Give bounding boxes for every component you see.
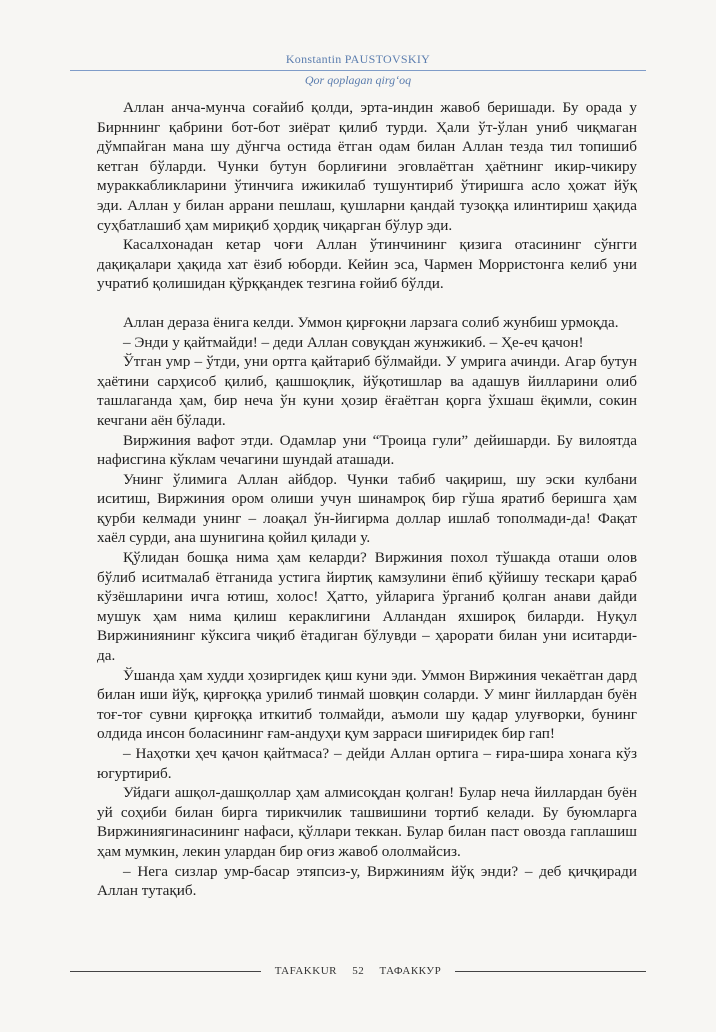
paragraph: Уйдаги ашқол-дашқоллар ҳам алмисоқдан қолган! Булар неча йиллардан буён уй соҳиби билан бирга тирикчилик ташвишини тортиб келади. Бу буюмларга Виржиниягинасининг нафаси, қўллари теккан. Булар билан паст овозда гаплашиш ҳам мумкин, лекин улардан бир оғиз жавоб ололмайсиз. — [97, 784, 637, 860]
header-subtitle: Qor qoplagan qirg‘oq — [304, 73, 412, 87]
paragraph: Аллан деразa ёнига келди. Уммон қирғоқни ларзага солиб жунбиш урмоқда. — [123, 313, 619, 331]
paragraph: Аллан анча-мунча соғайиб қолди, эрта-индин жавоб беришади. Бу орада у Бирннинг қабрини бот-бот зиёрат қилиб турди. Ҳали ўт-ўлан униб чиқмаган дўмпайган мана шу дўнгча остида ётган одам билан Аллан тезда тил топишиб кетган бўларди. Чунки бутун борлиғини эговлаётган ҳаётнинг икир-чикиру мураккабликларини ўтинчига ижикилаб тушунтириб ўтиришга асло ҳожат йўқ эди. Аллан у билан аррани пешлаш, қушларни қандай тузоққа илинтириш ҳақида суҳбатлашиб ҳам мириқиб ҳордиқ чиқарган бўлур эди. — [97, 99, 637, 234]
article-body — [97, 98, 637, 901]
paragraph: – Энди у қайтмайди! – деди Аллан совуқдан жунжикиб. – Ҳе-еч қачон! — [123, 333, 584, 351]
paragraph: – Наҳотки ҳеч қачон қайтмаса? – дейди Аллан ортига – ғира-шира хонага кўз югуртириб. — [97, 745, 637, 782]
paragraph: Виржиния вафот этди. Одамлар уни “Троица гули” дейишарди. Бу вилоятда нафисгина кўклам чечагини шундай аташади. — [97, 431, 637, 469]
footer-journal-latin: TAFAKKUR — [274, 965, 337, 977]
paragraph: Ўтган умр – ўтди, уни ортга қайтариб бўлмайди. У умрига ачинди. Агар бутун ҳаётини сарҳисоб қилиб, қашшоқлик, йўқотишлар ва адашув йилларини олиб ташлаганда ҳам, бир неча ўн куни ҳозир ёғаётган қорга ўхшаш ёқимли, сокин кечгани аён бўлади. — [97, 353, 637, 429]
paragraph: – Нега сизлар умр-басар этяпсиз-у, Виржиниям йўқ энди? – деб қичқиради Аллан тутақиб. — [97, 862, 637, 900]
footer-journal-cyrillic: ТАФАККУР — [379, 965, 442, 977]
paragraph: Қўлидан бошқа нима ҳам келарди? Виржиния похол тўшакда оташи олов бўлиб иситмалаб ётганида устига йиртиқ камзулини ёпиб қўйишу тескари қараб кўзёшларини ичга ютиш, холос! Ҳатто, уйларига ўрганиб қолган анави дайди мушук ҳам нима қилиш кераклигини Алландан яхшироқ биларди. Нуқул Виржиниянинг кўксига чиқиб ётадиган бўлувди – ҳарорати билан уни иситарди-да. — [97, 549, 637, 665]
paragraph: Касалхонадан кетар чоғи Аллан ўтинчининг қизига отасининг сўнгги дақиқалари ҳақида хат ёзиб юборди. Кейин эса, Чармен Морристонга келиб уни учратиб қолишидан қўрққандек тезгина ғойиб бўлди. — [97, 236, 637, 293]
footer-rule-right — [455, 971, 646, 972]
header-rule — [70, 70, 646, 71]
page-header — [0, 52, 716, 67]
header-author: Konstantin PAUSTOVSKIY — [285, 52, 431, 66]
paragraph: Ўшанда ҳам худди ҳозиргидек қиш куни эди. Уммон Виржиния чекаётган дард билан иши йўқ, қирғоққа урилиб тинмай шовқин соларди. У минг йиллардан буён тоғ-тоғ сувни қирғоққа иткитиб толмайди, аъмоли шу қадар улуғворки, бунинг олдида инсон боласининг ғам-андуҳи қум зарраси шиғиридек бир гап! — [97, 666, 637, 743]
footer-rule-left — [70, 971, 261, 972]
page-number: 52 — [352, 965, 365, 977]
page-footer — [70, 964, 646, 978]
footer-text — [261, 965, 455, 977]
paragraph: Унинг ўлимига Аллан айбдор. Чунки табиб чақириш, шу эски кулбани иситиш, Виржиния ором олиши учун шинамроқ бир гўша яратиб беришга ҳам қурби келмади унинг – лоақал ўн-йигирма доллар ишлаб тополмади-да! Фақат хаёл сурди, ана шунигина қойил қилади у. — [97, 470, 637, 547]
